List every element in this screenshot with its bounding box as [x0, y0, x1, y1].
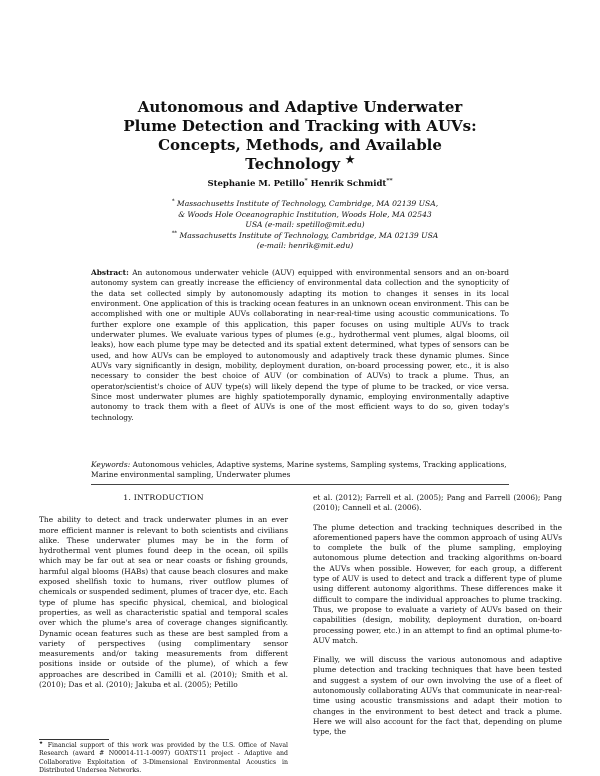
- title-text: Autonomous and Adaptive Underwater Plume Detection and Tracking with AUVs: Concepts, Methods, and Available Technology: [123, 98, 477, 173]
- footnote-mark: ★: [39, 740, 45, 746]
- section-heading-introduction: 1. INTRODUCTION: [123, 493, 204, 502]
- funding-footnote: [39, 742, 288, 776]
- intro-paragraph-2: The plume detection and tracking techniques described in the aforementioned papers have the common approach of using AUVs to complete the bulk of the plume sampling, employing autonomous plume detection and tracking algorithms on-board the AUVs when possible. However, for each group, a different type of AUV is used to detect and track a different type of plume using different autonomy algorithms. These differences make it difficult to compare the individual approaches to plume tracking. Thus, we propose to evaluate a variety of AUVs based on their capabilities (design, mobility, deployment duration, on-board processing power, etc.) in an attempt to find an optimal plume-to-AUV match.: [313, 522, 562, 645]
- abstract-label: Abstract:: [91, 268, 129, 277]
- affiliation-2-mark: **: [171, 230, 178, 237]
- abstract: [91, 268, 509, 423]
- affiliations: [140, 199, 470, 252]
- author-list: [0, 179, 600, 189]
- affiliation-2-line-2: (e-mail: henrik@mit.edu): [256, 241, 354, 251]
- header-divider: [91, 484, 509, 485]
- paragraph-gap: [313, 646, 562, 655]
- footnote-text: Financial support of this work was provided by the U.S. Office of Naval Research (award # N00014-11-1-0097) GOATS'11 project - Adaptive and Collaborative Exploitation of 3-Dimensional Environmental Acoustics in Distributed Undersea Networks.: [39, 742, 289, 775]
- right-column: [313, 493, 562, 738]
- paragraph-gap: [313, 514, 562, 523]
- author-1: Stephanie M. Petillo: [207, 179, 305, 189]
- keywords-text: Autonomous vehicles, Adaptive systems, Marine systems, Sampling systems, Tracking applications, Marine environmental sampling, Underwater plumes: [91, 460, 507, 480]
- title-footnote-mark: ★: [345, 154, 355, 166]
- author-1-mark: *: [304, 177, 308, 185]
- paper-title: [120, 98, 480, 174]
- intro-paragraph-1-continued: et al. (2012); Farrell et al. (2005); Pang and Farrell (2006); Pang (2010); Cannell et al. (2006).: [313, 493, 562, 513]
- intro-paragraph-3: Finally, we will discuss the various autonomous and adaptive plume detection and tracking techniques that have been tested and suggest a system of our own involving the use of a fleet of autonomously collaborating AUVs that communicate in near-real-time using acoustic transmissions and adapt their motion to changes in the environment to best detect and track a plume. Here we will also account for the fact that, depending on plume type, the: [313, 655, 562, 737]
- affiliation-2-line-1: ** Massachusetts Institute of Technology, Cambridge, MA 02139 USA: [171, 230, 439, 240]
- affiliation-1-mark: *: [171, 198, 175, 205]
- keywords-label: Keywords:: [91, 460, 131, 469]
- affiliation-1-line-3: USA (e-mail: spetillo@mit.edu): [245, 220, 365, 230]
- left-column: [39, 493, 288, 690]
- footnote-divider: [39, 739, 109, 740]
- abstract-text: An autonomous underwater vehicle (AUV) equipped with environmental sensors and an on-board autonomy system can greatly increase the efficiency of environmental data collection and the synopticity of the data set collected simply by autonomously adapting its motion to changes it senses in its local environment. One application of this is tracking ocean features in an unknown ocean environment. This can be accomplished with one or multiple AUVs collaborating in near-real-time using acoustic communications. To further explore one example of this application, this paper focuses on using multiple AUVs to track underwater plumes. We evaluate various types of plumes (e.g., hydrothermal vent plumes, algal blooms, oil leaks), how each plume type may be detected and its spatial extent determined, what types of sensors can be used, and how AUVs can be employed to autonomously and adaptively track these dynamic plumes. Since AUVs vary significantly in design, mobility, deployment duration, on-board processing power, etc., it is also necessary to consider the best choice of AUV (or combination of AUVs) to track a plume. Thus, an operator/scientist's choice of AUV type(s) will likely depend the type of plume to be tracked, or vice versa. Since most underwater plumes are highly spatiotemporally dynamic, employing environmentally adaptive autonomy to track them with a fleet of AUVs is one of the most efficient ways to do so, given today's technology.: [91, 268, 509, 422]
- author-2-mark: **: [386, 177, 393, 185]
- keywords: [91, 460, 509, 480]
- author-2: Henrik Schmidt: [310, 179, 387, 189]
- affiliation-1-line-2: & Woods Hole Oceanographic Institution, Woods Hole, MA 02543: [178, 209, 432, 219]
- affiliation-1-line-1: * Massachusetts Institute of Technology, Cambridge, MA 02139 USA,: [171, 198, 439, 208]
- intro-paragraph-1: The ability to detect and track underwater plumes in an ever more efficient manner is relevant to both scientists and civilians alike. These underwater plumes may be in the form of hydrothermal vent plumes found deep in the ocean, oil spills which may be far out at sea or near coasts or fishing grounds, harmful algal blooms (HABs) that cause beach closures and make exposed shellfish toxic to humans, river outflow plumes of chemicals or suspended sediment, plumes of tracer dye, etc. Each type of plume has specific physical, chemical, and biological properties, as well as characteristic spatial and temporal scales over which the plume's area of coverage changes significantly. Dynamic ocean features such as these are best sampled from a variety of perspectives (using complimentary sensor measurements and/or taking measurements from different positions inside or outside of the plume), of which a few approaches are described in Camilli et al. (2010); Smith et al. (2010); Das et al. (2010); Jakuba et al. (2005); Petillo: [39, 515, 288, 690]
